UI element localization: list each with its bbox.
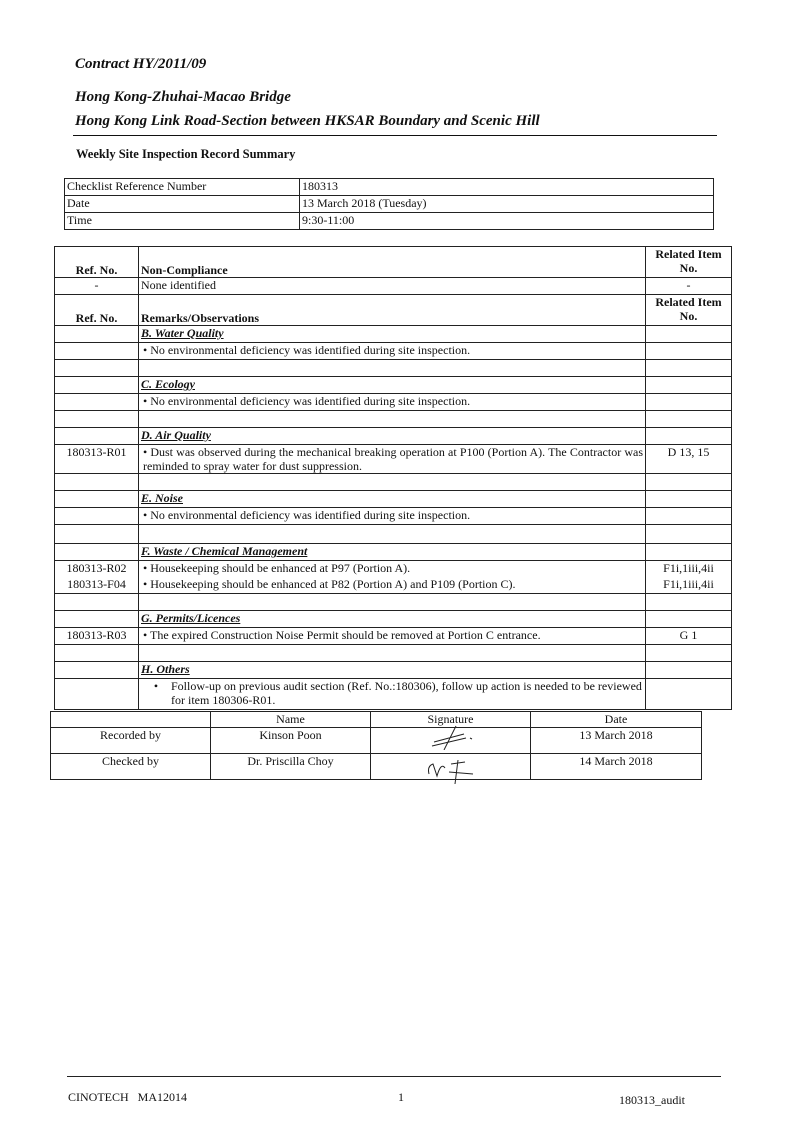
remark-text: • No environmental deficiency was identified during site inspection. xyxy=(139,343,646,360)
remark-ref: 180313-R03 xyxy=(55,628,139,645)
remark-item: G 1 xyxy=(646,628,732,645)
remark-row xyxy=(55,508,732,525)
remark-row xyxy=(55,628,732,645)
remark-row xyxy=(55,343,732,360)
signoff-role: Checked by xyxy=(51,754,211,780)
signature-cell xyxy=(371,728,531,754)
column-header-related-item: Related Item No. xyxy=(646,295,732,326)
page-number: 1 xyxy=(398,1090,404,1104)
header-divider xyxy=(73,135,717,136)
info-row xyxy=(65,179,714,196)
section-heading-row xyxy=(55,491,732,508)
section-heading-row xyxy=(55,662,732,679)
section-title: C. Ecology xyxy=(141,377,195,391)
column-header-ref: Ref. No. xyxy=(55,295,139,326)
handwritten-signature-1 xyxy=(426,724,486,750)
remark-row xyxy=(55,394,732,411)
remark-text: • Housekeeping should be enhanced at P97 (Portion A). xyxy=(139,561,646,578)
section-heading-row xyxy=(55,428,732,445)
section-title: G. Permits/Licences xyxy=(141,611,241,625)
signoff-header-name: Name xyxy=(211,712,371,728)
spacer-row xyxy=(55,474,732,491)
remark-ref: 180313-R02 xyxy=(55,561,139,578)
remark-text: • No environmental deficiency was identified during site inspection. xyxy=(139,508,646,525)
signoff-row xyxy=(51,754,702,780)
bullet-marker: • xyxy=(153,679,159,693)
signoff-row xyxy=(51,728,702,754)
remark-text: Follow-up on previous audit section (Ref. No.:180306), follow up action is needed to be reviewed for item 180306-R01. xyxy=(171,679,642,707)
section-ecology xyxy=(139,377,646,394)
noncompliance-row xyxy=(55,278,732,295)
remark-text-block xyxy=(139,679,646,710)
section-air-quality xyxy=(139,428,646,445)
remark-text: • Housekeeping should be enhanced at P82 (Portion A) and P109 (Portion C). xyxy=(139,577,646,594)
remark-row xyxy=(55,561,732,578)
info-label: Time xyxy=(65,213,300,230)
section-water-quality xyxy=(139,326,646,343)
remark-row xyxy=(55,445,732,474)
remark-text: • No environmental deficiency was identified during site inspection. xyxy=(139,394,646,411)
column-header-ref: Ref. No. xyxy=(55,247,139,278)
contract-number: Contract HY/2011/09 xyxy=(75,56,207,72)
remark-row xyxy=(55,577,732,594)
remark-item: F1i,1iii,4ii xyxy=(646,577,732,594)
section-title: D. Air Quality xyxy=(141,428,211,442)
info-row xyxy=(65,196,714,213)
project-name: Hong Kong-Zhuhai-Macao Bridge xyxy=(75,89,291,105)
noncompliance-item: - xyxy=(646,278,732,295)
footer-divider xyxy=(67,1076,721,1077)
remark-ref: 180313-R01 xyxy=(55,445,139,474)
section-waste xyxy=(139,544,646,561)
spacer-row xyxy=(55,645,732,662)
noncompliance-header-row xyxy=(55,247,732,278)
info-label: Date xyxy=(65,196,300,213)
signoff-role: Recorded by xyxy=(51,728,211,754)
noncompliance-ref: - xyxy=(55,278,139,295)
section-title: B. Water Quality xyxy=(141,326,224,340)
section-noise xyxy=(139,491,646,508)
section-heading-row xyxy=(55,544,732,561)
inspection-info-table xyxy=(64,178,714,230)
footer-right: 180313_audit xyxy=(619,1093,685,1107)
signature-cell xyxy=(371,754,531,780)
inspection-findings-table xyxy=(54,246,732,710)
column-header-noncompliance: Non-Compliance xyxy=(139,247,646,278)
column-header-remarks: Remarks/Observations xyxy=(139,295,646,326)
section-permits xyxy=(139,611,646,628)
spacer-row xyxy=(55,360,732,377)
remark-row xyxy=(55,679,732,710)
signoff-name: Dr. Priscilla Choy xyxy=(211,754,371,780)
section-title: F. Waste / Chemical Management xyxy=(141,544,308,558)
spacer-row xyxy=(55,525,732,544)
signoff-header-date: Date xyxy=(531,712,702,728)
section-others xyxy=(139,662,646,679)
section-heading-row xyxy=(55,611,732,628)
info-value: 180313 xyxy=(300,179,714,196)
remark-item: D 13, 15 xyxy=(646,445,732,474)
info-row xyxy=(65,213,714,230)
info-value: 9:30-11:00 xyxy=(300,213,714,230)
footer-left: CINOTECH MA12014 xyxy=(68,1090,187,1104)
info-value: 13 March 2018 (Tuesday) xyxy=(300,196,714,213)
section-title: E. Noise xyxy=(141,491,183,505)
signoff-table xyxy=(50,711,702,780)
signoff-header-row xyxy=(51,712,702,728)
info-label: Checklist Reference Number xyxy=(65,179,300,196)
section-title: H. Others xyxy=(141,662,190,676)
document-title: Weekly Site Inspection Record Summary xyxy=(76,147,296,161)
section-heading-row xyxy=(55,326,732,343)
noncompliance-desc: None identified xyxy=(139,278,646,295)
signoff-header-signature: Signature xyxy=(371,712,531,728)
remarks-header-row xyxy=(55,295,732,326)
signoff-date: 13 March 2018 xyxy=(531,728,702,754)
column-header-related-item: Related Item No. xyxy=(646,247,732,278)
remark-ref: 180313-F04 xyxy=(55,577,139,594)
remark-item: F1i,1iii,4ii xyxy=(646,561,732,578)
spacer-row xyxy=(55,594,732,611)
remark-text: • Dust was observed during the mechanical breaking operation at P100 (Portion A). The Contractor was reminded to spray water for dust suppression. xyxy=(139,445,646,474)
section-name: Hong Kong Link Road-Section between HKSAR Boundary and Scenic Hill xyxy=(75,113,540,129)
signoff-name: Kinson Poon xyxy=(211,728,371,754)
handwritten-signature-2 xyxy=(421,754,491,794)
signoff-date: 14 March 2018 xyxy=(531,754,702,780)
section-heading-row xyxy=(55,377,732,394)
spacer-row xyxy=(55,411,732,428)
remark-text: • The expired Construction Noise Permit should be removed at Portion C entrance. xyxy=(139,628,646,645)
